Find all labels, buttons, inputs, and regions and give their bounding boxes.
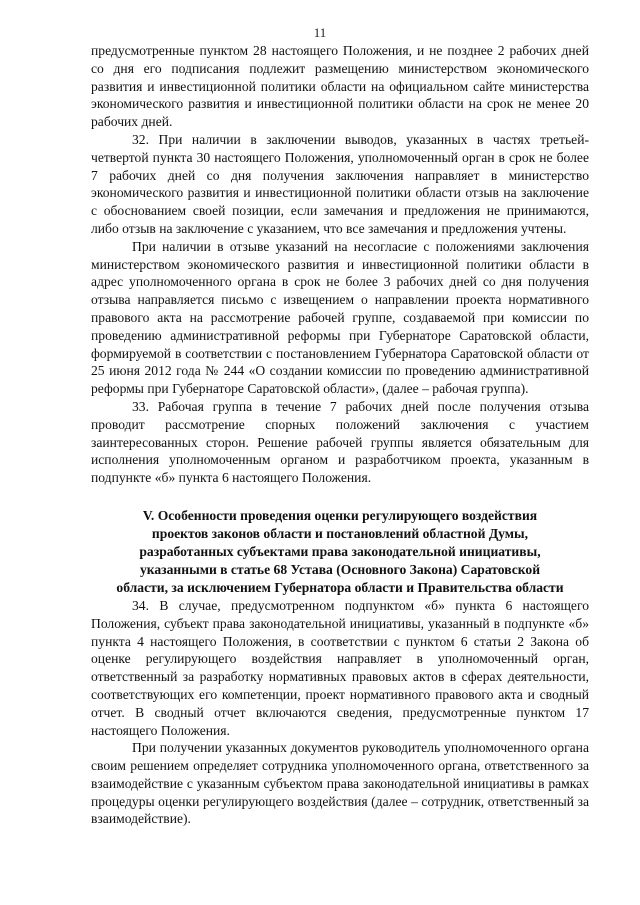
paragraph-32: 32. При наличии в заключении выводов, указанных в частях третьей-четвертой пункта 30 настоящего Положения, уполномоченный орган в срок не более 7 рабочих дней со дня получения заключения направляет в министерство экономического развития и инвестиционной политики области отзыв на заключение с обоснованием своей позиции, если замечания и предложения не принимаются, либо отзыв на заключение с указанием, что все замечания и предложения учтены. — [91, 131, 589, 236]
section-heading-line: проектов законов области и постановлений областной Думы, — [151, 525, 529, 541]
paragraph-32-disagreement: При наличии в отзыве указаний на несогласие с положениями заключения министерством экономического развития и инвестиционной политики области в адрес уполномоченного органа в срок не более 3 рабочих дней со дня получения отзыва направляется письмо с извещением о направлении проекта нормативного правового акта на рассмотрение рабочей группе, создаваемой при комиссии по проведению административной реформы при Губернаторе Саратовской области, формируемой в соответствии с постановлением Губернатора Саратовской области от 25 июня 2012 года № 244 «О создании комиссии по проведению административной реформы при Губернаторе Саратовской области», (далее – рабочая группа). — [91, 238, 589, 397]
section-heading-line: области, за исключением Губернатора области и Правительства области — [116, 579, 564, 595]
paragraph-33: 33. Рабочая группа в течение 7 рабочих дней после получения отзыва проводит рассмотрение спорных положений заключения с участием заинтересованных сторон. Решение рабочей группы является обязательным для исполнения уполномоченным органом и разработчиком проекта, указанным в подпункте «б» пункта 6 настоящего Положения. — [91, 398, 589, 486]
section-v-heading — [91, 507, 589, 597]
page-number: 11 — [313, 25, 327, 40]
paragraph-34-responsible-employee: При получении указанных документов руководитель уполномоченного органа своим решением определяет сотрудника уполномоченного органа, ответственного за взаимодействие с указанным субъектом права законодательной инициативы в рамках процедуры оценки регулирующего воздействия (далее – сотрудник, ответственный за взаимодействие). — [91, 740, 589, 827]
paragraph-31-continuation: предусмотренные пунктом 28 настоящего Положения, и не позднее 2 рабочих дней со дня его подписания подлежит размещению министерством экономического развития и инвестиционной политики области на официальном сайте министерства экономического развития и инвестиционной политики области на срок не менее 20 рабочих дней. — [91, 43, 589, 130]
paragraph-34: 34. В случае, предусмотренном подпунктом «б» пункта 6 настоящего Положения, субъект права законодательной инициативы, указанный в подпункте «б» пункта 4 настоящего Положения, в соответствии с пунктом 6 статьи 2 Закона об оценке регулирующего воздействия направляет в уполномоченный орган, ответственный за разработку нормативных правовых актов в сферах деятельности, соответствующих его компетенции, проект нормативного правового акта и сводный отчет. В сводный отчет включаются сведения, предусмотренные пунктом 17 настоящего Положения. — [91, 597, 589, 738]
document-body — [91, 42, 589, 828]
section-heading-line: V. Особенности проведения оценки регулирующего воздействия — [142, 507, 538, 523]
section-heading-line: указанными в статье 68 Устава (Основного Закона) Саратовской — [139, 561, 541, 577]
section-heading-line: разработанных субъектами права законодательной инициативы, — [139, 543, 541, 559]
